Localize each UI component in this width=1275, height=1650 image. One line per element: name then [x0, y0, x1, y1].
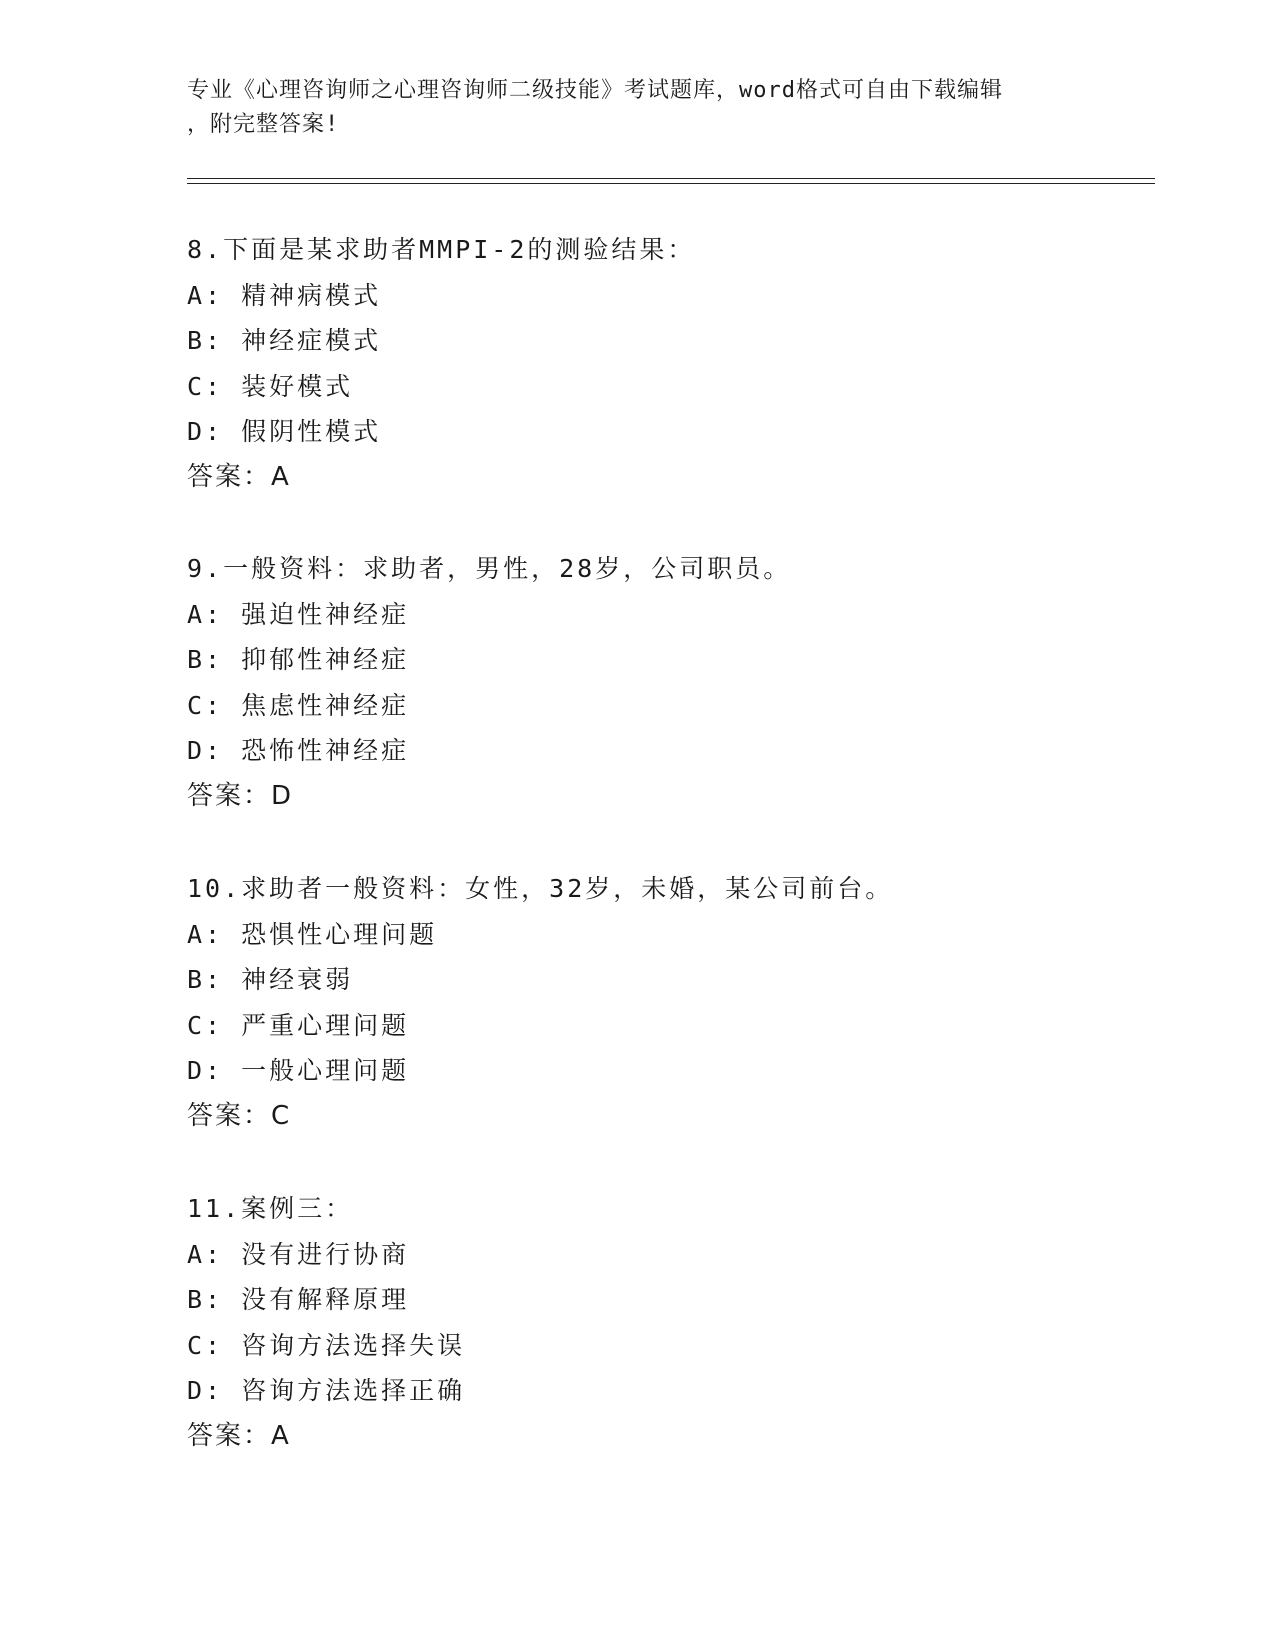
option-b: B: 没有解释原理 [187, 1285, 410, 1314]
option-d: D: 一般心理问题 [187, 1056, 410, 1085]
question-11 [187, 1186, 1147, 1459]
answer-value: A [271, 1420, 290, 1451]
option-a: A: 精神病模式 [187, 280, 382, 310]
document-header [187, 74, 1067, 142]
question-stem: 9.一般资料：求助者，男性，28岁，公司职员。 [187, 554, 792, 583]
question-9 [187, 546, 1147, 819]
option-c: C: 严重心理问题 [187, 1010, 410, 1040]
question-stem: 11.案例三： [187, 1194, 354, 1223]
answer [187, 1094, 1147, 1139]
answer-label: 答案： [187, 461, 272, 492]
option-d: D: 恐怖性神经症 [187, 736, 410, 765]
answer-value: D [271, 780, 293, 811]
option-b: B: 神经衰弱 [187, 965, 354, 994]
option-d: D: 假阴性模式 [187, 417, 382, 446]
answer [187, 455, 1147, 500]
answer [187, 1414, 1147, 1459]
option-b: B: 抑郁性神经症 [187, 645, 410, 674]
header-line-1: 专业《心理咨询师之心理咨询师二级技能》考试题库，word格式可自由下载编辑 [187, 78, 1003, 103]
option-a: A: 强迫性神经症 [187, 599, 410, 629]
option-a: A: 没有进行协商 [187, 1239, 410, 1269]
answer-label: 答案： [187, 780, 272, 811]
question-stem: 8.下面是某求助者MMPI-2的测验结果： [187, 235, 696, 264]
header-divider-top [187, 178, 1155, 179]
option-b: B: 神经症模式 [187, 326, 382, 355]
answer-value: C [271, 1100, 291, 1131]
answer [187, 774, 1147, 819]
option-c: C: 装好模式 [187, 371, 354, 401]
answer-value: A [271, 461, 290, 492]
answer-label: 答案： [187, 1100, 272, 1131]
option-a: A: 恐惧性心理问题 [187, 919, 438, 949]
option-c: C: 焦虑性神经症 [187, 690, 410, 720]
question-8 [187, 227, 1147, 500]
question-10 [187, 866, 1147, 1139]
header-divider-bottom [187, 183, 1155, 184]
question-stem: 10.求助者一般资料：女性，32岁，未婚，某公司前台。 [187, 874, 894, 903]
answer-label: 答案： [187, 1420, 272, 1451]
header-line-2: ，附完整答案! [187, 112, 340, 137]
option-d: D: 咨询方法选择正确 [187, 1376, 466, 1405]
option-c: C: 咨询方法选择失误 [187, 1330, 466, 1360]
